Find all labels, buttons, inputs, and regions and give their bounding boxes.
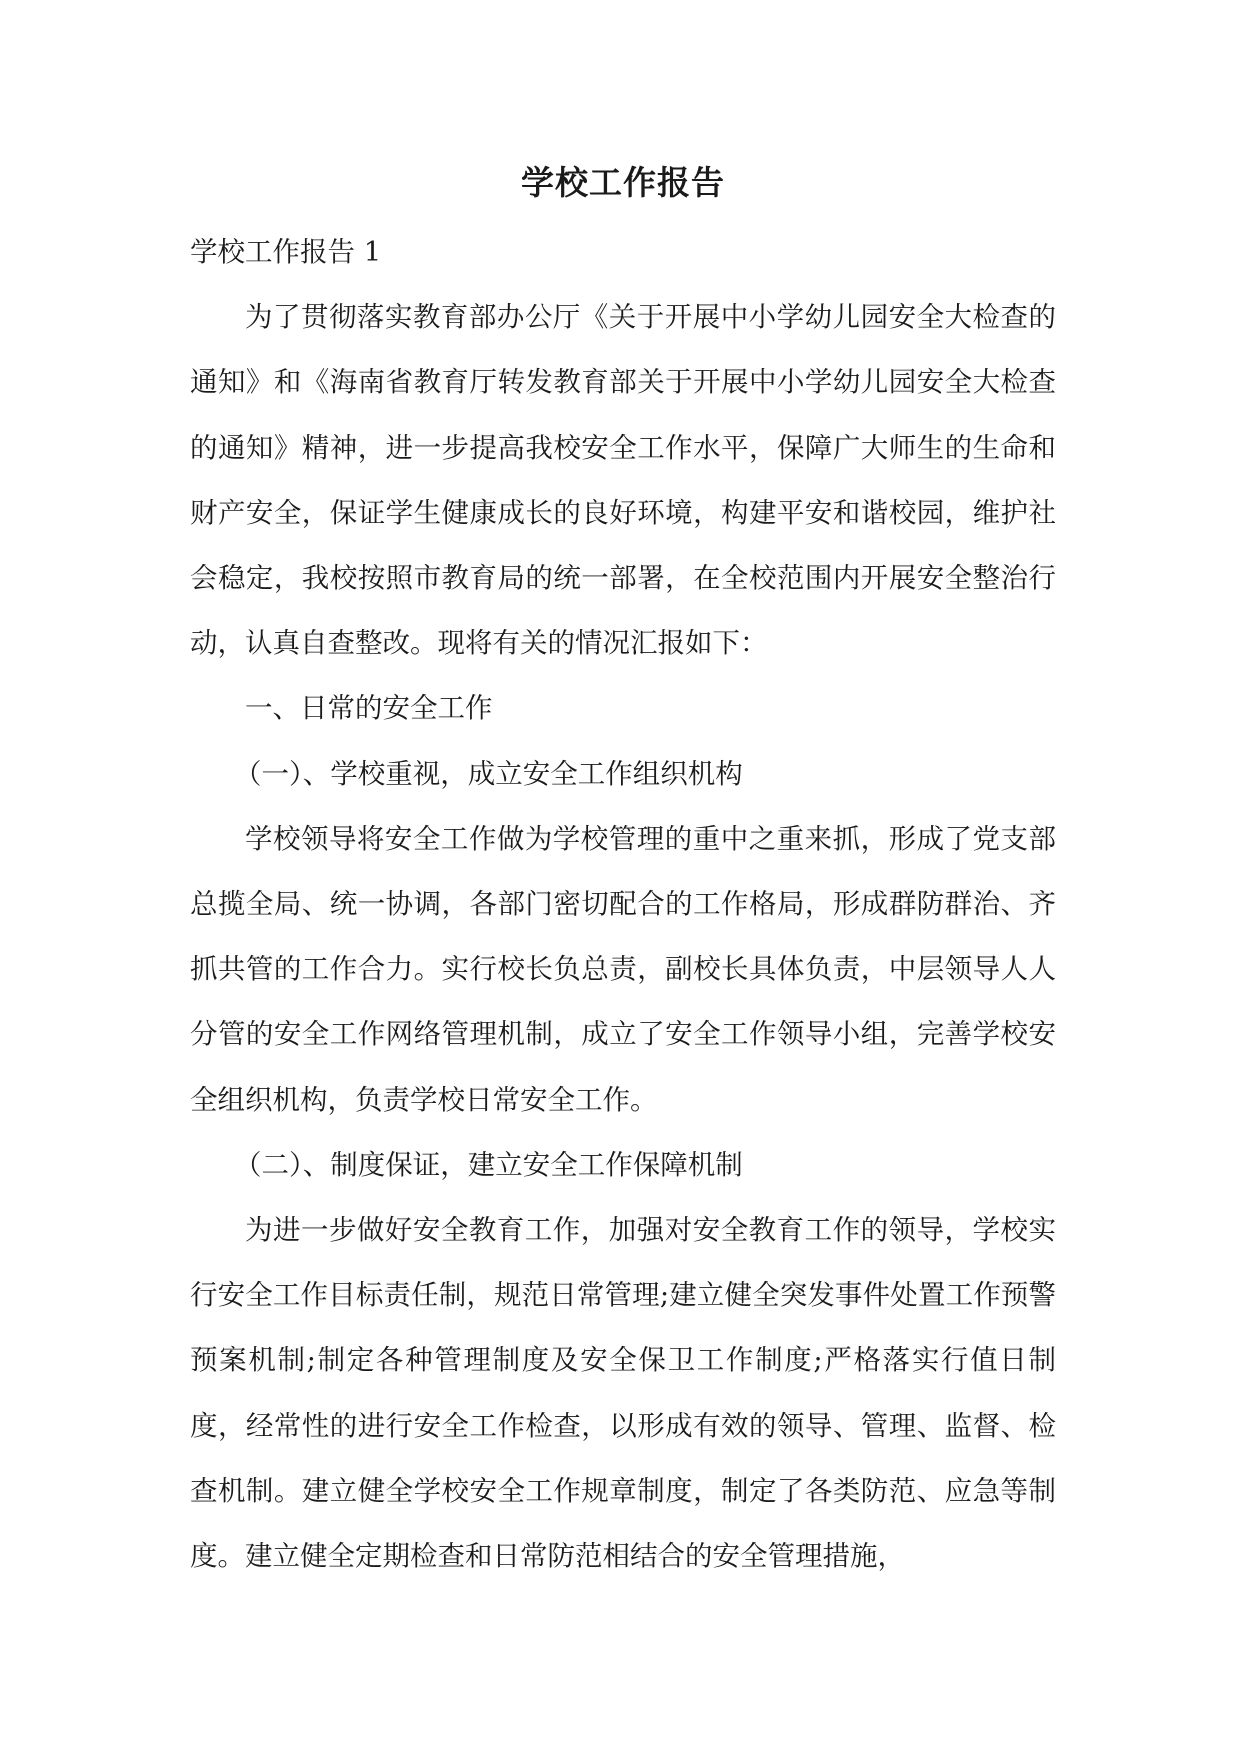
paragraph-system-guarantee: 为进一步做好安全教育工作，加强对安全教育工作的领导，学校实行安全工作目标责任制，规范日常管理;建立健全突发事件处置工作预警预案机制;制定各种管理制度及安全保卫工作制度;严格落实行值日制度，经常性的进行安全工作检查，以形成有效的领导、管理、监督、检查机制。建立健全学校安全工作规章制度，制定了各类防范、应急等制度。建立健全定期检查和日常防范相结合的安全管理措施， (190, 1214, 1056, 1573)
paragraph-organization: 学校领导将安全工作做为学校管理的重中之重来抓，形成了党支部总揽全局、统一协调，各部门密切配合的工作格局，形成群防群治、齐抓共管的工作合力。实行校长负总责，副校长具体负责，中层领导人人分管的安全工作网络管理机制，成立了安全工作领导小组，完善学校安全组织机构，负责学校日常安全工作。 (190, 822, 1056, 1116)
paragraph-intro: 为了贯彻落实教育部办公厅《关于开展中小学幼儿园安全大检查的通知》和《海南省教育厅转发教育部关于开展中小学幼儿园安全大检查的通知》精神，进一步提高我校安全工作水平，保障广大师生的生命和财产安全，保证学生健康成长的良好环境，构建平安和谐校园，维护社会稳定，我校按照市教育局的统一部署，在全校范围内开展安全整治行动，认真自查整改。现将有关的情况汇报如下： (190, 301, 1056, 660)
subheading-organization: （一）、学校重视，成立安全工作组织机构 (234, 757, 743, 790)
heading-daily-safety-work: 一、日常的安全工作 (245, 692, 493, 725)
section-heading: 学校工作报告 1 (190, 236, 382, 268)
subheading-system-guarantee: （二）、制度保证，建立安全工作保障机制 (234, 1148, 743, 1181)
document-title: 学校工作报告 (521, 163, 725, 202)
document-body (190, 158, 1056, 1589)
